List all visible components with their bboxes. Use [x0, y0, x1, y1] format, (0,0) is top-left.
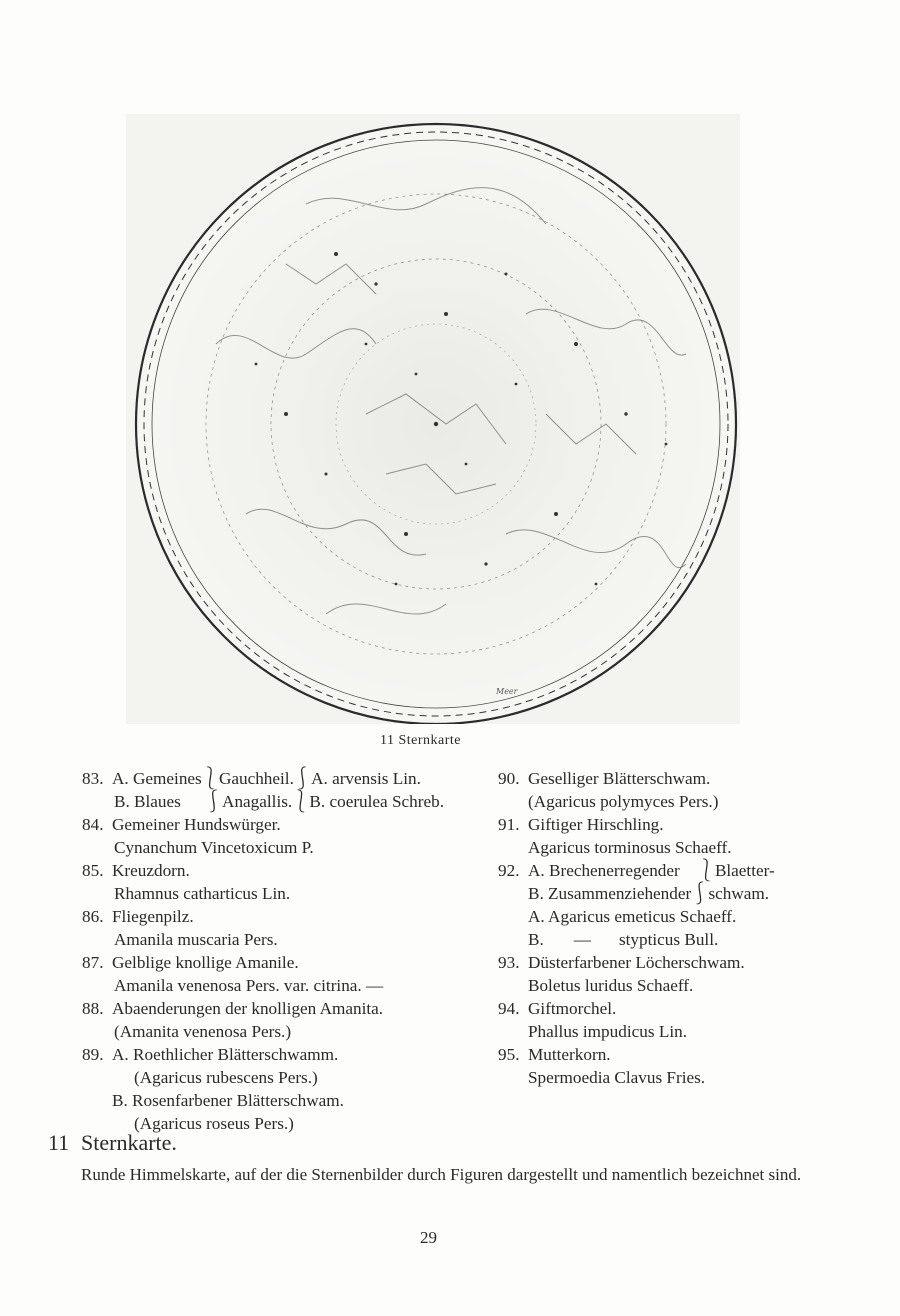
entry-text: (Agaricus roseus Pers.)	[134, 1114, 294, 1133]
entry-text: Phallus impudicus Lin.	[528, 1022, 687, 1041]
entry-90	[498, 767, 898, 813]
entry-text: (Agaricus polymyces Pers.)	[528, 792, 719, 811]
entry-text: Amanila muscaria Pers.	[114, 930, 278, 949]
page-number: 29	[420, 1228, 437, 1247]
entry-text: stypticus Bull.	[618, 930, 719, 949]
star-chart-illustration	[126, 114, 740, 724]
entry-text: Gelblige knollige Amanile.	[112, 953, 299, 972]
chart-label: Meer	[496, 687, 518, 696]
entry-text: Geselliger Blätterschwam.	[528, 769, 711, 788]
entry-number: 89.	[82, 1045, 104, 1064]
entries-left-column	[82, 767, 502, 1135]
entry-text: Mutterkorn.	[528, 1045, 611, 1064]
entry-number: 85.	[82, 861, 104, 880]
entry-text: Amanila venenosa Pers. var. citrina. —	[114, 976, 384, 995]
entry-text: (Amanita venenosa Pers.)	[114, 1022, 292, 1041]
entry-text: Kreuzdorn.	[112, 861, 190, 880]
entry-92: 92. A. Brechenerregender ⎱Blaetter- B. Zusammenziehender⎰schwam. A. Agaricus emeticus Schaeff. B. — stypticus Bull.	[498, 859, 898, 951]
entry-text: B. Zusammenziehender	[528, 884, 692, 903]
star-chart-plate	[126, 114, 740, 724]
entry-94	[498, 997, 898, 1043]
section-description: Runde Himmelskarte, auf der die Sternenbilder durch Figuren dargestellt und namentlich bezeichnet sind.	[81, 1165, 802, 1184]
entry-text: B. Blaues	[114, 792, 181, 811]
entry-text: Blaetter-	[714, 861, 775, 880]
entry-text: B. Rosenfarbener Blätterschwam.	[112, 1091, 344, 1110]
entry-91	[498, 813, 898, 859]
entry-text: Anagallis.	[222, 792, 293, 811]
entry-text: Cynanchum Vincetoxicum P.	[114, 838, 314, 857]
entry-text: Rhamnus catharticus Lin.	[114, 884, 291, 903]
section-title: Sternkarte.	[81, 1130, 177, 1155]
entry-87	[82, 951, 502, 997]
entry-text: Abaenderungen der knolligen Amanita.	[112, 999, 384, 1018]
entry-text: Boletus luridus Schaeff.	[528, 976, 694, 995]
entry-text: B.	[528, 930, 544, 949]
entries-right-column	[498, 767, 898, 1089]
entry-text: —	[573, 930, 591, 949]
entry-number: 94.	[498, 999, 520, 1018]
entry-89	[82, 1043, 502, 1135]
entry-text: B. coerulea Schreb.	[309, 792, 445, 811]
entry-number: 92.	[498, 861, 520, 880]
entry-86	[82, 905, 502, 951]
entry-text: A. Brechenerregender	[528, 861, 680, 880]
section-number: 11	[48, 1130, 70, 1155]
entry-93	[498, 951, 898, 997]
entry-text: Spermoedia Clavus Fries.	[528, 1068, 706, 1087]
entry-text: (Agaricus rubescens Pers.)	[134, 1068, 318, 1087]
entry-88	[82, 997, 502, 1043]
entry-83: 83. A. Gemeines⎱Gauchheil.⎰A. arvensis Lin. B. Blaues ⎰Anagallis.⎱B. coerulea Schreb.	[82, 766, 445, 814]
entry-number: 88.	[82, 999, 104, 1018]
entry-text: Gemeiner Hundswürger.	[112, 815, 281, 834]
entry-number: 83.	[82, 769, 104, 788]
entry-text: A. Agaricus emeticus Schaeff.	[528, 907, 737, 926]
entry-95	[498, 1043, 898, 1089]
entry-number: 91.	[498, 815, 520, 834]
entry-number: 93.	[498, 953, 520, 972]
entry-text: A. Gemeines	[112, 769, 202, 788]
entry-text: A. arvensis Lin.	[311, 769, 421, 788]
entry-number: 87.	[82, 953, 104, 972]
entry-number: 84.	[82, 815, 104, 834]
entry-text: Agaricus torminosus Schaeff.	[528, 838, 732, 857]
entry-number: 90.	[498, 769, 520, 788]
entry-85	[82, 859, 502, 905]
entry-text: Giftiger Hirschling.	[528, 815, 664, 834]
entry-text: Fliegenpilz.	[112, 907, 194, 926]
entry-number: 95.	[498, 1045, 520, 1064]
entry-84	[82, 813, 502, 859]
entry-text: schwam.	[708, 884, 770, 903]
plate-caption: 11 Sternkarte	[380, 733, 462, 748]
entry-text: A. Roethlicher Blätterschwamm.	[112, 1045, 339, 1064]
entry-text: Düsterfarbener Löcherschwam.	[528, 953, 745, 972]
entry-text: Giftmorchel.	[528, 999, 617, 1018]
entry-number: 86.	[82, 907, 104, 926]
entry-text: Gauchheil.	[218, 769, 294, 788]
